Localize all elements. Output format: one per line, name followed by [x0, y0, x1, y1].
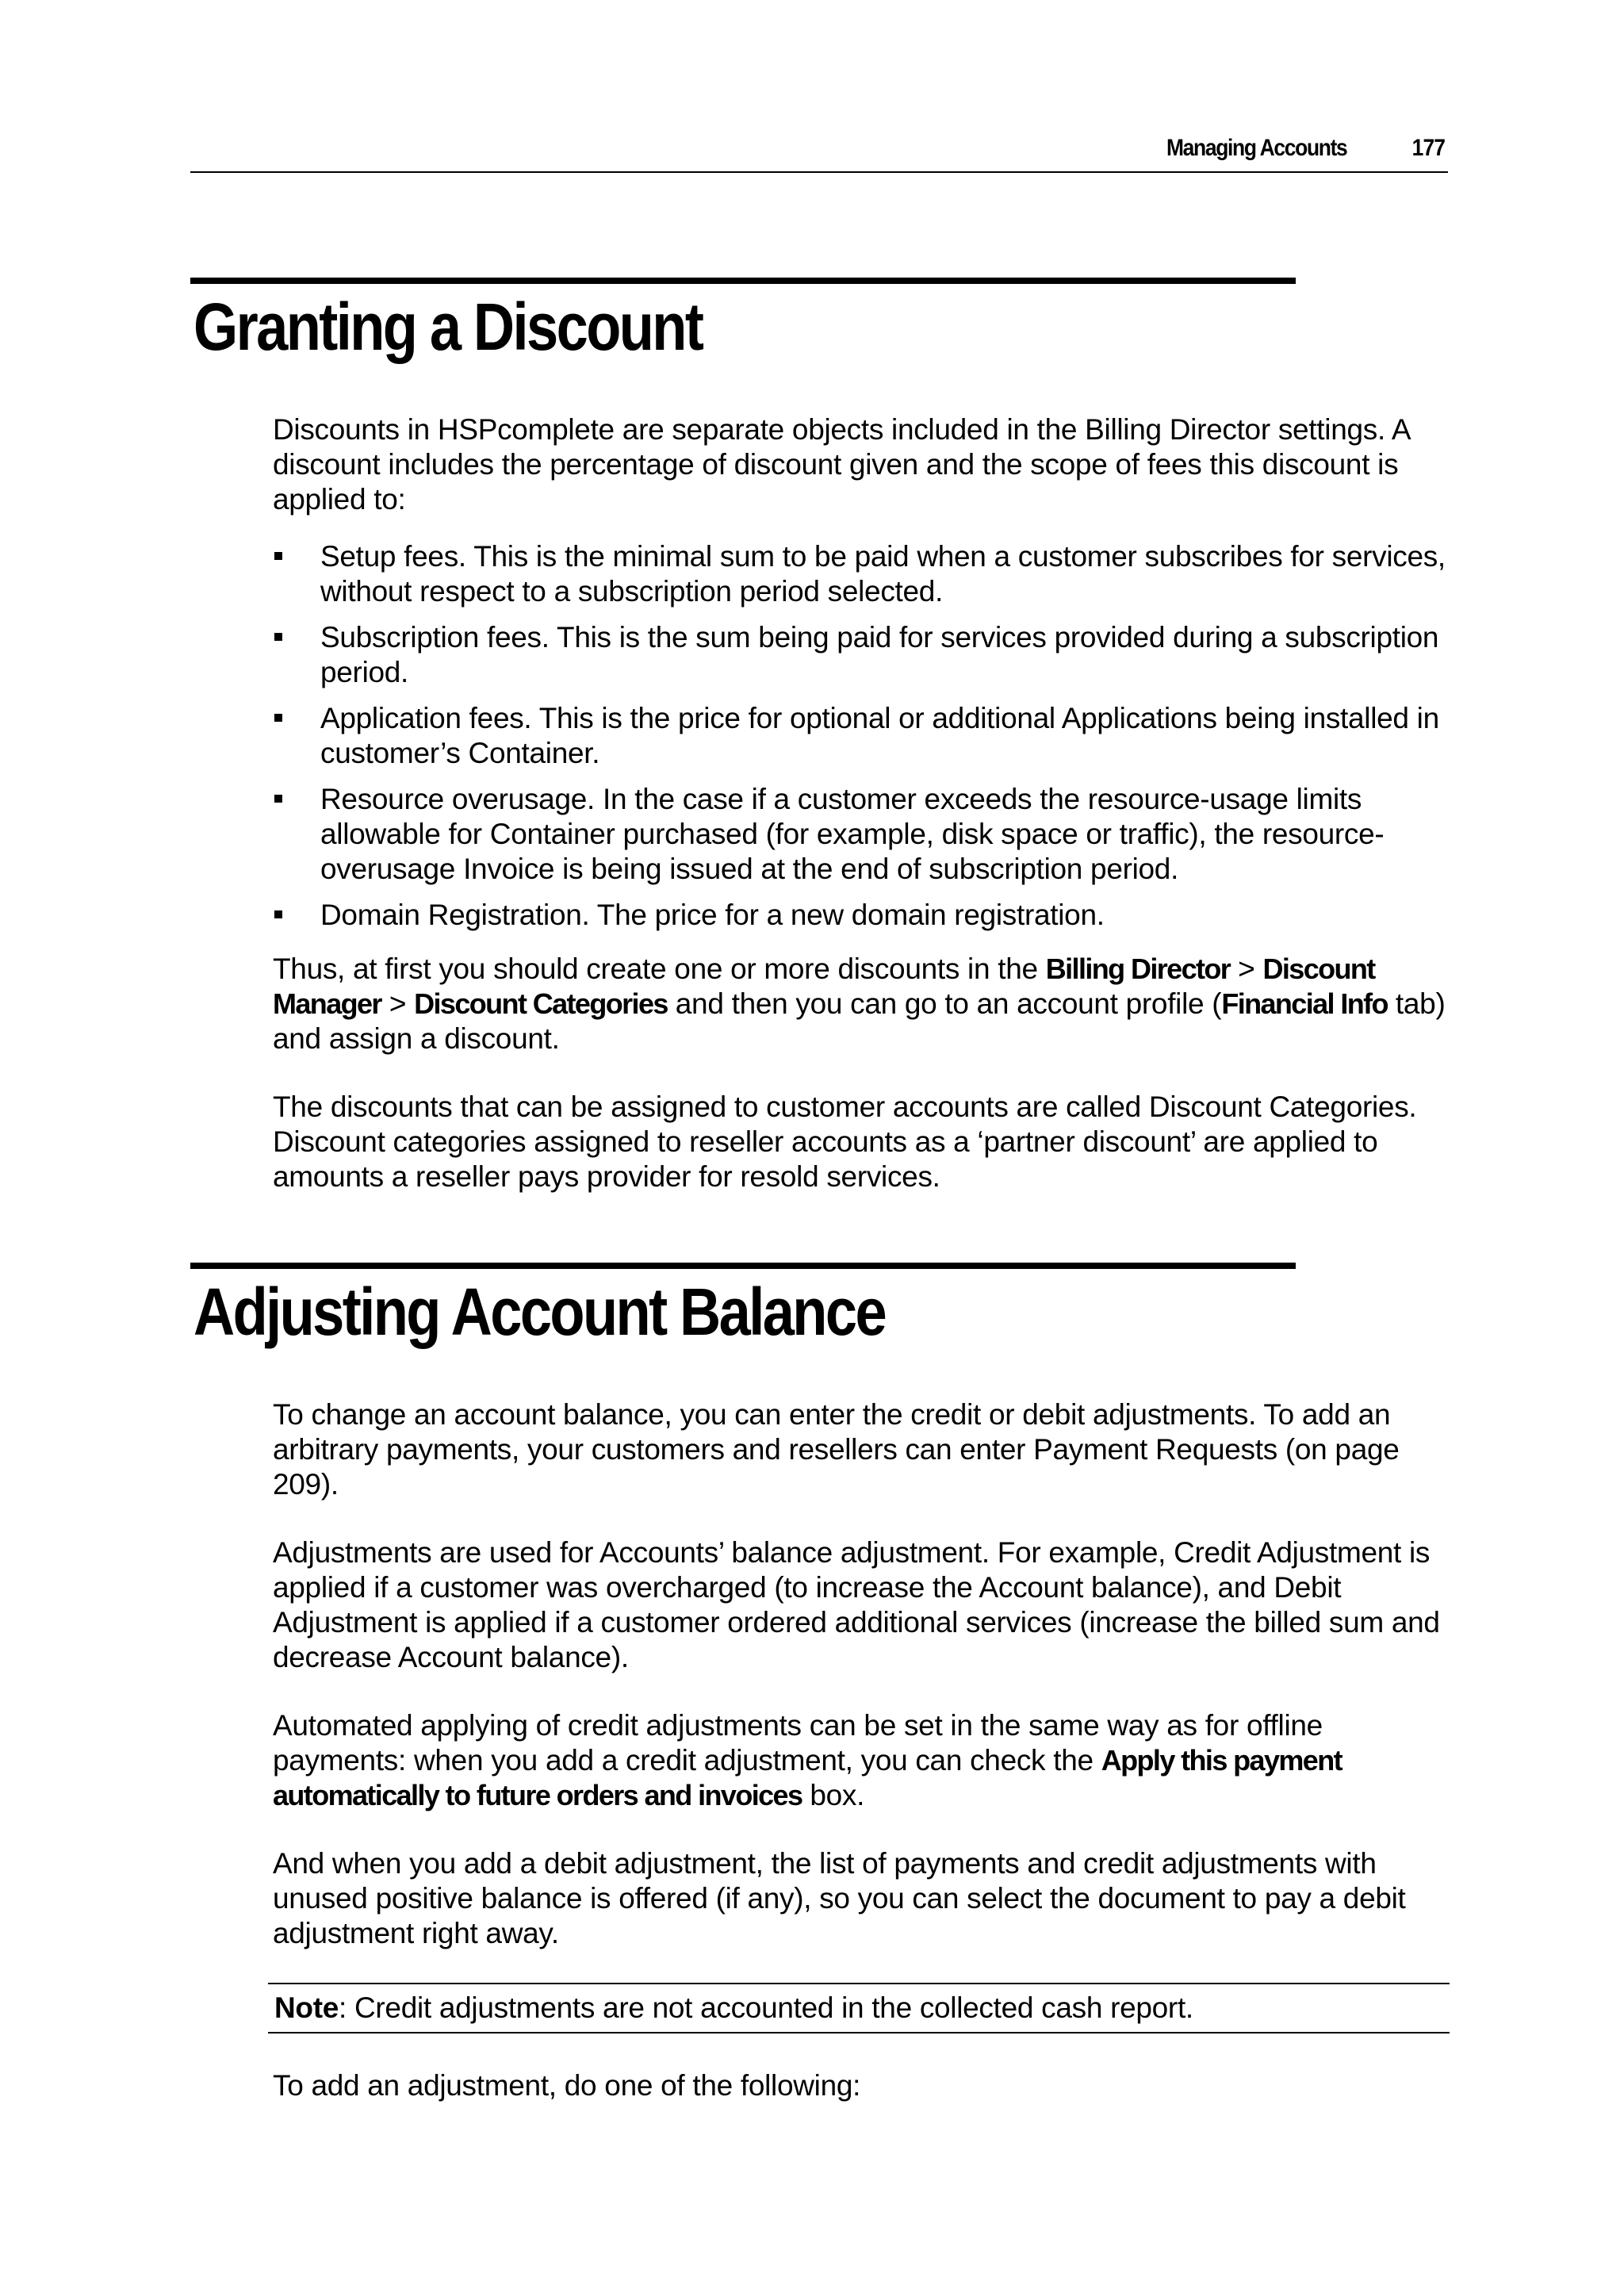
adjust-usage-paragraph: Adjustments are used for Accounts’ balance adjustment. For example, Credit Adjustment is applied if a customer was overcharged (to increase the Account balance), and Debit Adjustment is applied if a customer ordered additional services (increase the billed sum and decrease Account balance).: [273, 1536, 1440, 1673]
note-box: [268, 1983, 1450, 2033]
ui-path-billing-director: Billing Director: [1045, 953, 1231, 985]
list-item: [273, 701, 1454, 771]
debit-adjustment-paragraph: And when you add a debit adjustment, the list of payments and credit adjustments with unused positive balance is offered (if any), so you can select the document to pay a debit adjustment right away.: [273, 1847, 1406, 1949]
ui-path-discount-categories: Discount Categories: [414, 987, 668, 1020]
list-item-text: Resource overusage. In the case if a customer exceeds the resource-usage limits allowable for Container purchased (for example, disk space or traffic), the resource-overusage Invoice is being issued at the end of subscription period.: [320, 783, 1385, 885]
discount-navigation-paragraph: [273, 952, 1454, 1056]
section-title-adjusting-balance: Adjusting Account Balance: [193, 1274, 886, 1349]
text-run: box.: [802, 1779, 865, 1811]
bullet-icon: [274, 552, 282, 560]
note-text: : Credit adjustments are not accounted in the collected cash report.: [339, 1991, 1193, 2024]
running-header: [190, 132, 1448, 173]
list-item: [273, 539, 1454, 609]
bullet-icon: [274, 714, 282, 722]
adjust-intro-block: [273, 1397, 1454, 1502]
automated-applying-block: [273, 1708, 1454, 1813]
list-item-text: Application fees. This is the price for optional or additional Applications being installed in customer’s Container.: [320, 702, 1439, 769]
list-item: [273, 898, 1454, 933]
text-run: tab) and assign a discount.: [273, 987, 1446, 1055]
list-item: [273, 620, 1454, 690]
header-section-title: Managing Accounts: [1166, 135, 1346, 161]
list-item-text: Domain Registration. The price for a new domain registration.: [320, 899, 1105, 931]
adjust-intro-paragraph: To change an account balance, you can enter the credit or debit adjustments. To add an arbitrary payments, your customers and resellers can enter Payment Requests (on page 209).: [273, 1398, 1400, 1501]
discount-categories-paragraph: The discounts that can be assigned to customer accounts are called Discount Categories. Discount categories assigned to reseller accounts as a ‘partner discount’ are applied to amounts a reseller pays provider for resold services.: [273, 1091, 1417, 1193]
text-run: and then you can go to an account profile (: [667, 987, 1222, 1020]
bullet-icon: [274, 633, 282, 641]
bullet-icon: [274, 795, 282, 803]
page-number: 177: [1411, 135, 1445, 161]
automated-applying-paragraph: [273, 1708, 1454, 1813]
list-item: [273, 782, 1454, 887]
fee-scope-list: [273, 539, 1454, 933]
note-label: Note: [274, 1991, 339, 2024]
list-item-text: Setup fees. This is the minimal sum to be paid when a customer subscribes for services, without respect to a subscription period selected.: [320, 540, 1446, 608]
section-rule: [190, 278, 1296, 284]
text-run: >: [1230, 953, 1263, 985]
ui-path-financial-info: Financial Info: [1221, 987, 1388, 1020]
list-item-text: Subscription fees. This is the sum being paid for services provided during a subscription period.: [320, 621, 1439, 688]
section-rule: [190, 1263, 1296, 1269]
add-adjustment-block: [273, 2068, 1454, 2103]
discount-navigation-block: [273, 952, 1454, 1056]
ui-option-apply-payment-automatically: Apply this payment automatically to future orders and invoices: [273, 1744, 1342, 1811]
debit-adjustment-block: [273, 1846, 1454, 1951]
section-title-granting-discount: Granting a Discount: [193, 289, 703, 364]
text-run: Thus, at first you should create one or more discounts in the: [273, 953, 1046, 985]
text-run: Automated applying of credit adjustments can be set in the same way as for offline payments: when you add a credit adjustment, you can check the: [273, 1709, 1323, 1777]
add-adjustment-paragraph: To add an adjustment, do one of the following:: [273, 2069, 861, 2102]
fee-scope-list-block: [273, 539, 1454, 944]
bullet-icon: [274, 910, 282, 918]
discount-categories-block: [273, 1090, 1454, 1194]
adjust-usage-block: [273, 1535, 1454, 1675]
discount-intro-block: [273, 412, 1454, 517]
text-run: >: [381, 987, 415, 1020]
discount-intro-paragraph: Discounts in HSPcomplete are separate objects included in the Billing Director settings. A discount includes the percentage of discount given and the scope of fees this discount is applied to:: [273, 413, 1410, 516]
ui-path-discount-manager: Discount Manager: [273, 953, 1375, 1020]
